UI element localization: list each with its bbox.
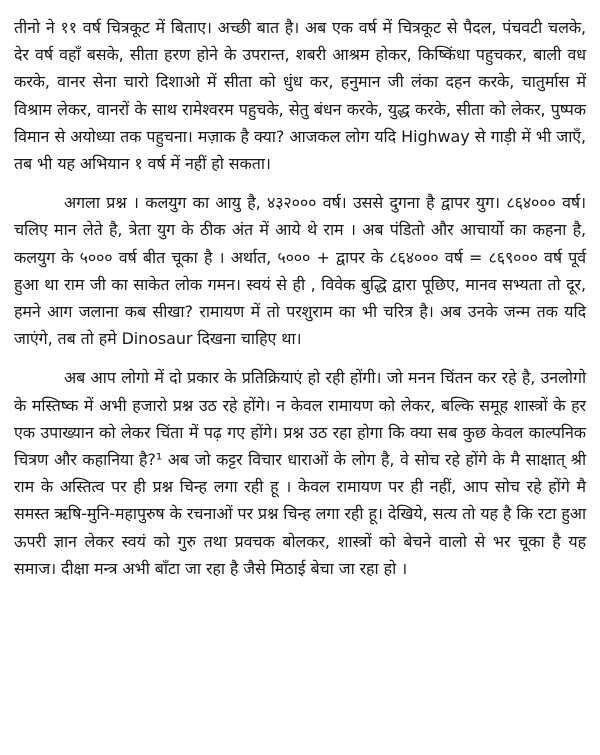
- paragraph-3: अब आप लोगो में दो प्रकार के प्रतिक्रियाएं हो रही होंगी। जो मनन चिंतन कर रहे है, उनलोगो के मस्तिष्क में अभी हजारो प्रश्न उठ रहे होंगे। न केवल रामायण को लेकर, बल्कि समूह शास्त्रों के हर एक उपाख्यान को लेकर चिंता में पढ़ गए होंगे। प्रश्न उठ रहा होगा कि क्या सब कुछ केवल काल्पनिक चित्रण और कहानिया है?¹ अब जो कट्टर विचार धाराओं के लोग है, वे सोच रहे होंगे के मै साक्षात् श्री राम के अस्तित्व पर ही प्रश्न चिन्ह लगा रही हू । केवल रामायण पर ही नहीं, आप सोच रहे होंगे मै समस्त ऋषि-मुनि-महापुरुष के रचनाओं पर प्रश्न चिन्ह लगा रही हू। देखिये, सत्य तो यह है कि रटा हुआ ऊपरी ज्ञान लेकर स्वयं को गुरु तथा प्रवचक बोलकर, शास्त्रों को बेचने वालो से भर चूका है यह समाज। दीक्षा मन्त्र अभी बाँटा जा रहा है जैसे मिठाई बेचा जा रहा हो ।: [14, 368, 586, 578]
- paragraph-2: अगला प्रश्न । कलयुग का आयु है, ४३२००० वर्ष। उससे दुगना है द्वापर युग। ८६४००० वर्ष। चलिए मान लेते है, त्रेता युग के ठीक अंत में आये थे राम । अब पंडितो और आचार्यो का कहना है, कलयुग के ५००० वर्ष बीत चूका है । अर्थात, ५००० + द्वापर के ८६४००० वर्ष = ८६९००० वर्ष पूर्व हुआ था राम जी का साकेत लोक गमन। स्वयं से ही , विवेक बुद्धि द्वारा पूछिए, मानव सभ्यता तो दूर, हमने आग जलाना कब सीखा? रामायण में तो परशुराम का भी चरित्र है। अब उनके जन्म तक यदि जाएंगे, तब तो हमे Dinosaur दिखना चाहिए था।: [14, 193, 586, 349]
- paragraph-1: तीनो ने ११ वर्ष चित्रकूट में बिताए। अच्छी बात है। अब एक वर्ष में चित्रकूट से पैदल, पंचवटी चलके, देर वर्ष वहाँ बसके, सीता हरण होने के उपरान्त, शबरी आश्रम होकर, किष्किंधा पहुचकर, बाली वध करके, वानर सेना चारो दिशाओ में सीता को धुंध कर, हनुमान जी लंका दहन करके, चातुर्मास में विश्राम लेकर, वानरों के साथ रामेश्वरम पहुचके, सेतु बंधन करके, युद्ध करके, सीता को लेकर, पुष्पक विमान से अयोध्या तक पहुचना। मज़ाक है क्या? आजकल लोग यदि Highway से गाड़ी में भी जाएँ, तब भी यह अभियान १ वर्ष में नहीं हो सकता।: [14, 18, 586, 174]
